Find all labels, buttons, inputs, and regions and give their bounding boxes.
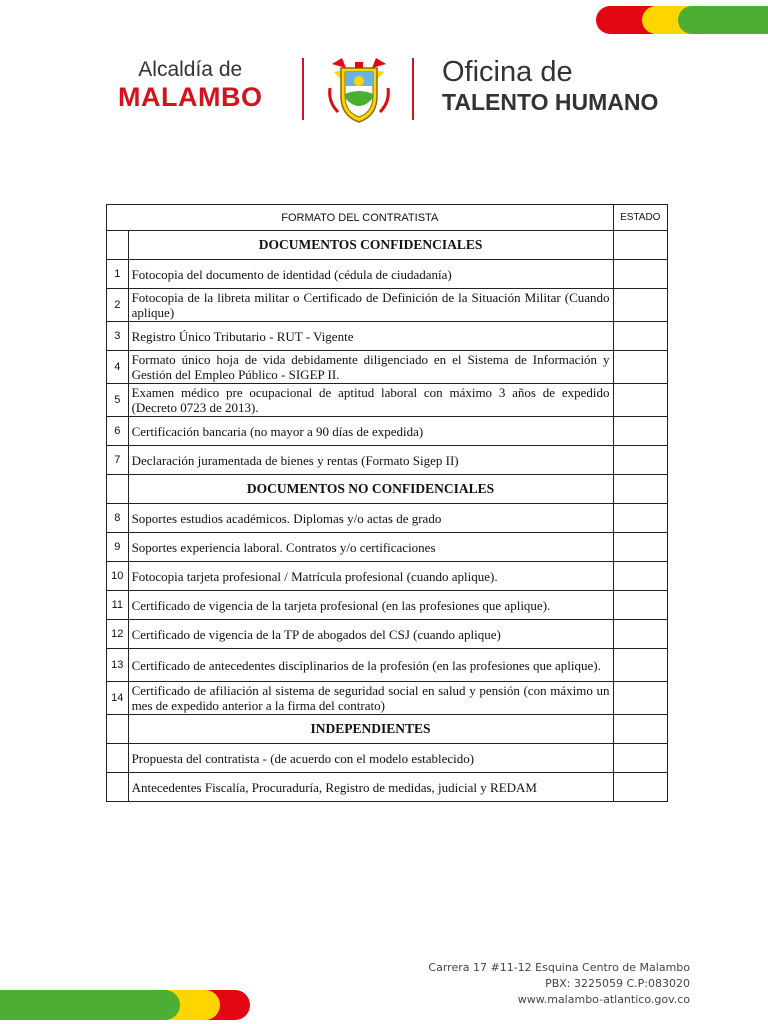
document-requirement: Certificado de afiliación al sistema de seguridad social en salud y pensión (con máximo un mes de expedido anterior a la firma del contrato) [128, 682, 613, 715]
table-row [107, 322, 668, 351]
table-row [107, 533, 668, 562]
status-cell[interactable] [613, 533, 667, 562]
row-number: 3 [107, 322, 129, 351]
section-title: DOCUMENTOS NO CONFIDENCIALES [128, 475, 613, 504]
office-title [442, 56, 658, 116]
row-number: 1 [107, 260, 129, 289]
contractor-form-table [106, 204, 668, 802]
header-divider-right [412, 58, 414, 120]
status-cell[interactable] [613, 744, 667, 773]
header-divider-left [302, 58, 304, 120]
status-cell[interactable] [613, 289, 667, 322]
footer-website: www.malambo-atlantico.gov.co [517, 993, 690, 1006]
status-cell[interactable] [613, 504, 667, 533]
status-cell[interactable] [613, 260, 667, 289]
bottom-color-ribbon [0, 990, 250, 1020]
row-number: 11 [107, 591, 129, 620]
row-number: 13 [107, 649, 129, 682]
row-number: 10 [107, 562, 129, 591]
document-requirement: Certificado de antecedentes disciplinarios de la profesión (en las profesiones que aplique). [128, 649, 613, 682]
document-requirement: Fotocopia del documento de identidad (cédula de ciudadanía) [128, 260, 613, 289]
footer-address: Carrera 17 #11-12 Esquina Centro de Malambo [428, 961, 690, 974]
document-requirement: Declaración juramentada de bienes y rentas (Formato Sigep II) [128, 446, 613, 475]
ribbon-green-segment [0, 990, 180, 1020]
row-number [107, 744, 129, 773]
row-number: 9 [107, 533, 129, 562]
row-number: 8 [107, 504, 129, 533]
office-line1: Oficina de [442, 56, 573, 88]
status-column-header: ESTADO [613, 205, 667, 231]
table-row [107, 289, 668, 322]
org-line2: MALAMBO [118, 82, 263, 112]
form-title: FORMATO DEL CONTRATISTA [107, 205, 614, 231]
row-number: 2 [107, 289, 129, 322]
row-number: 12 [107, 620, 129, 649]
section-header-row [107, 231, 668, 260]
row-number: 4 [107, 351, 129, 384]
footer-phone: PBX: 3225059 C.P:083020 [545, 977, 690, 990]
table-header-row [107, 205, 668, 231]
status-cell[interactable] [613, 649, 667, 682]
table-row [107, 591, 668, 620]
document-requirement: Soportes experiencia laboral. Contratos y/o certificaciones [128, 533, 613, 562]
document-requirement: Fotocopia tarjeta profesional / Matrícula profesional (cuando aplique). [128, 562, 613, 591]
status-cell[interactable] [613, 351, 667, 384]
table-row [107, 649, 668, 682]
row-number: 6 [107, 417, 129, 446]
table-row [107, 620, 668, 649]
org-line1: Alcaldía de [138, 58, 243, 81]
table-row [107, 744, 668, 773]
document-requirement: Examen médico pre ocupacional de aptitud laboral con máximo 3 años de expedido (Decreto 0723 de 2013). [128, 384, 613, 417]
ribbon-green-segment [678, 6, 768, 34]
section-title: DOCUMENTOS CONFIDENCIALES [128, 231, 613, 260]
office-line2: TALENTO HUMANO [442, 89, 659, 115]
table-row [107, 562, 668, 591]
row-number: 5 [107, 384, 129, 417]
row-number [107, 773, 129, 802]
document-requirement: Registro Único Tributario - RUT - Vigente [128, 322, 613, 351]
footer-contact [428, 960, 690, 1008]
status-cell[interactable] [613, 384, 667, 417]
document-requirement: Fotocopia de la libreta militar o Certificado de Definición de la Situación Militar (Cuando aplique) [128, 289, 613, 322]
status-cell[interactable] [613, 417, 667, 446]
status-cell[interactable] [613, 322, 667, 351]
section-title: INDEPENDIENTES [128, 715, 613, 744]
section-header-row [107, 715, 668, 744]
table-row [107, 260, 668, 289]
table-row [107, 682, 668, 715]
top-color-ribbon [596, 6, 768, 34]
section-header-row [107, 475, 668, 504]
status-cell[interactable] [613, 591, 667, 620]
status-cell[interactable] [613, 620, 667, 649]
table-row [107, 351, 668, 384]
document-requirement: Soportes estudios académicos. Diplomas y/o actas de grado [128, 504, 613, 533]
status-cell[interactable] [613, 682, 667, 715]
table-row [107, 773, 668, 802]
document-requirement: Formato único hoja de vida debidamente diligenciado en el Sistema de Información y Gestión del Empleo Público - SIGEP II. [128, 351, 613, 384]
table-row [107, 446, 668, 475]
table-row [107, 417, 668, 446]
municipality-logo [118, 58, 262, 112]
document-requirement: Certificación bancaria (no mayor a 90 días de expedida) [128, 417, 613, 446]
document-requirement: Propuesta del contratista - (de acuerdo con el modelo establecido) [128, 744, 613, 773]
letterhead [0, 52, 768, 124]
status-cell[interactable] [613, 773, 667, 802]
document-requirement: Antecedentes Fiscalía, Procuraduría, Registro de medidas, judicial y REDAM [128, 773, 613, 802]
row-number: 7 [107, 446, 129, 475]
coat-of-arms-icon [324, 54, 394, 124]
status-cell[interactable] [613, 562, 667, 591]
table-row [107, 384, 668, 417]
table-row [107, 504, 668, 533]
document-requirement: Certificado de vigencia de la tarjeta profesional (en las profesiones que aplique). [128, 591, 613, 620]
row-number: 14 [107, 682, 129, 715]
document-requirement: Certificado de vigencia de la TP de abogados del CSJ (cuando aplique) [128, 620, 613, 649]
status-cell[interactable] [613, 446, 667, 475]
